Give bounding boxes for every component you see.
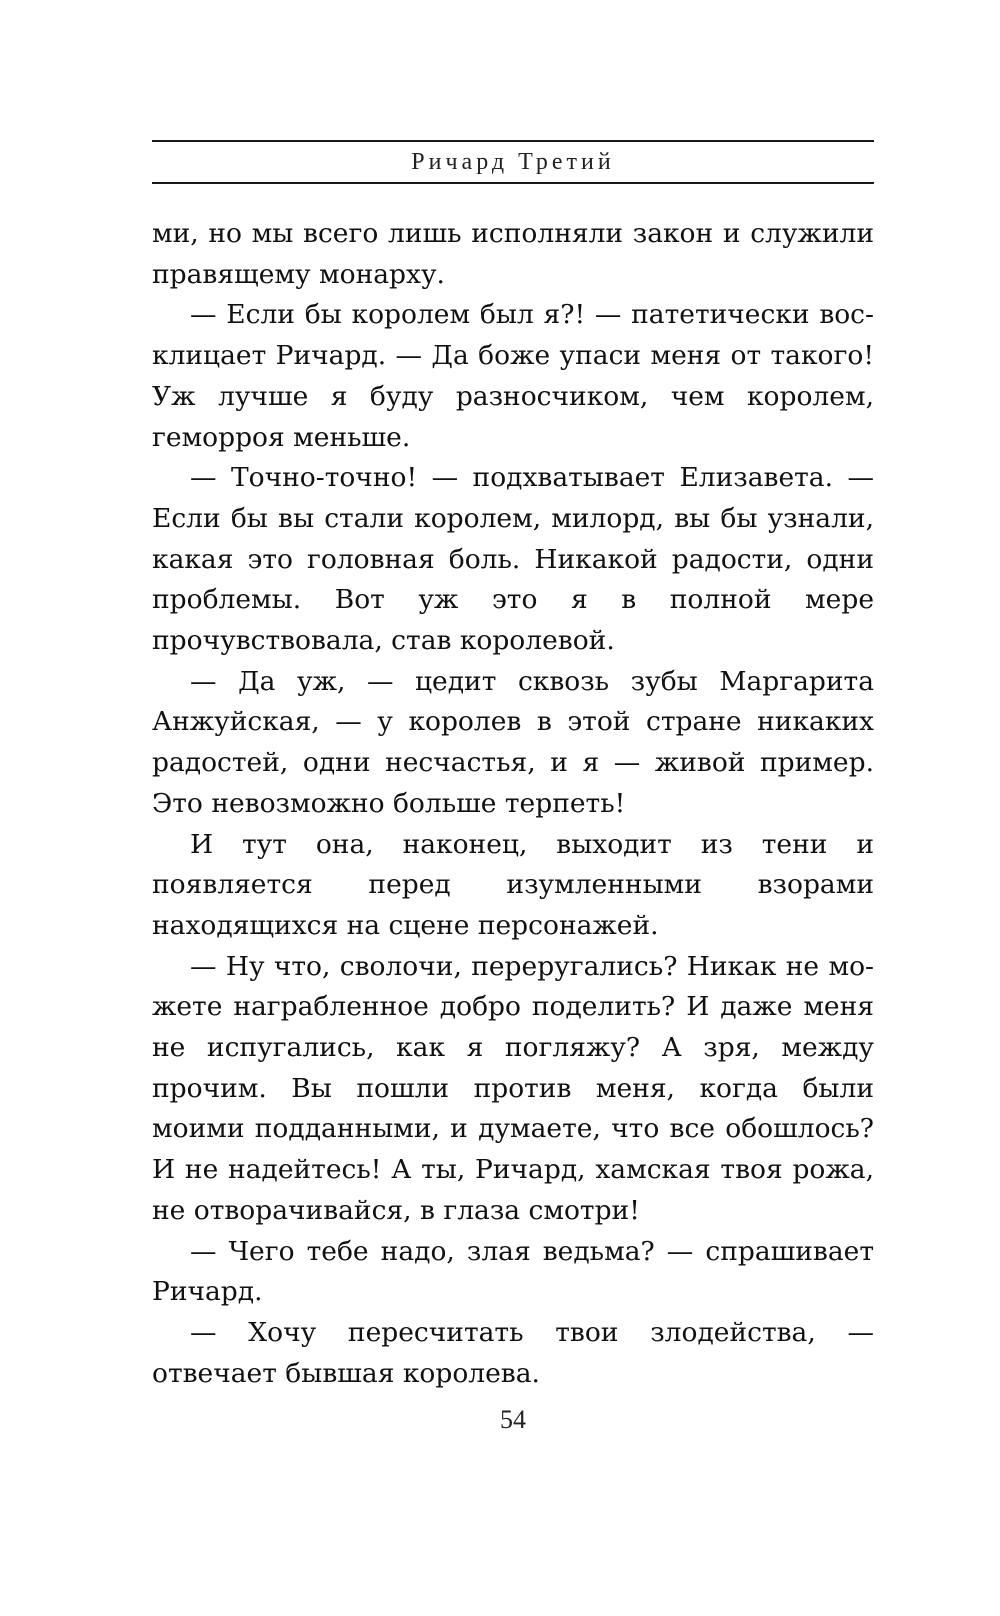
paragraph-richard-exclaims: — Если бы королем был я?! — патетически восклицает Ричард. — Да боже упаси меня от такого! Уж лучше я буду разносчиком, чем королем, геморроя меньше. xyxy=(152,299,874,453)
page-number: 54 xyxy=(500,1405,526,1434)
body-text xyxy=(152,214,874,1394)
paragraph-elizabeth-replies: — Точно-точно! — подхватывает Елизавета. — Если бы вы стали королем, милорд, вы бы узнали, какая это головная боль. Никакой радости, одни проблемы. Вот уж это я в полной мере прочувствовала, став королевой. xyxy=(152,462,874,657)
header-rule-top xyxy=(152,140,874,142)
paragraph-richard-asks: — Чего тебе надо, злая ведьма? — спрашивает Ричард. xyxy=(152,1235,874,1308)
paragraph-continuation: ми, но мы всего лишь исполняли закон и служили правящему монарху. xyxy=(152,218,874,290)
paragraph-queen-answers: — Хочу пересчитать твои злодейства, — отвечает бывшая королева. xyxy=(152,1316,874,1389)
paragraph-narration: И тут она, наконец, выходит из тени и появляется перед изумленными взорами находящихся на сцене персонажей. xyxy=(152,828,874,941)
paragraph-margaret-speaks: — Да уж, — цедит сквозь зубы Маргарита Анжуйская, — у королев в этой стране никаких радостей, одни несчастья, и я — живой пример. Это невозможно больше терпеть! xyxy=(152,665,874,819)
running-head-title: Ричард Третий xyxy=(411,149,615,175)
header-rule-bottom xyxy=(152,182,874,184)
paragraph-margaret-accuses: — Ну что, сволочи, переругались? Никак не можете награбленное добро поделить? И даже меня не испугались, как я погляжу? А зря, между прочим. Вы пошли против меня, когда были моими подданными, и думаете, что все обошлось? И не надейтесь! А ты, Ричард, хамская твоя рожа, не отворачивайся, в глаза смотри! xyxy=(152,950,874,1226)
